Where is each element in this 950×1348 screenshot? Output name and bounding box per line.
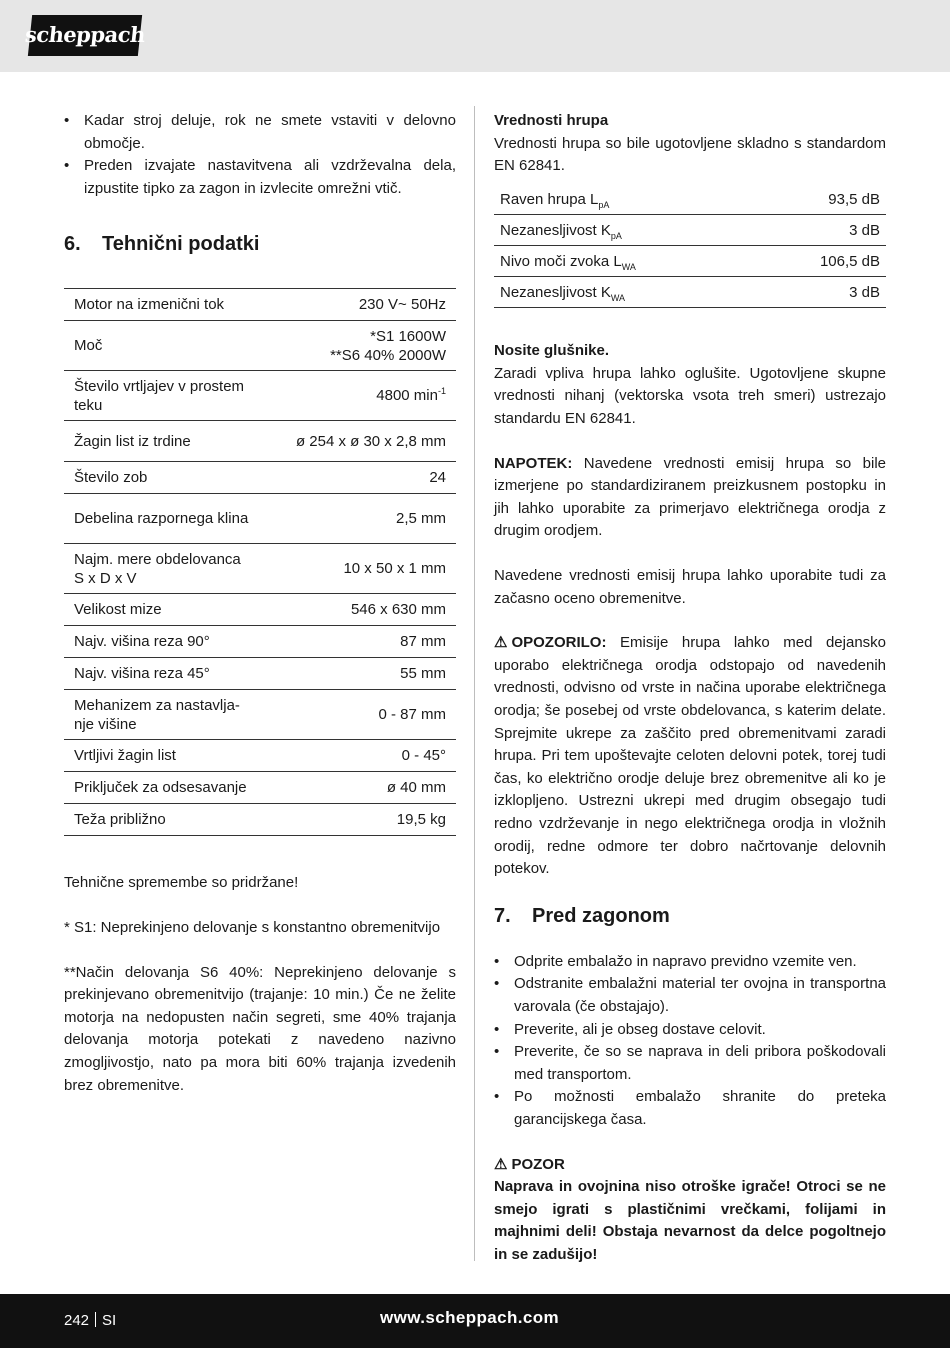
safety-bullets	[64, 110, 456, 200]
section-title: Pred zagonom	[532, 904, 670, 927]
noise-label-sub: pA	[598, 199, 610, 210]
noise-label-sub: WA	[621, 261, 636, 272]
noise-label	[494, 246, 758, 277]
noise-label	[494, 184, 758, 215]
table-row	[494, 277, 886, 308]
spec-value: 2,5 mm	[264, 494, 456, 544]
noise-intro: Vrednosti hrupa so bile ugotovljene skladno s standardom EN 62841.	[494, 134, 886, 175]
spec-label: Najv. višina reza 90°	[64, 626, 264, 658]
opozorilo-paragraph	[494, 632, 886, 881]
s1-note: * S1: Neprekinjeno delovanje s konstantno obremenitvijo	[64, 918, 441, 936]
noise-values-table	[494, 184, 886, 309]
section-6-heading	[64, 231, 456, 257]
noise-label-sub: WA	[610, 292, 626, 303]
spec-value: 24	[264, 462, 456, 494]
spec-label: Najm. mere obdelovanca S x D x V	[64, 544, 264, 594]
page-indicator	[64, 1310, 116, 1333]
noise-label	[494, 215, 758, 246]
spec-label: Velikost mize	[64, 594, 264, 626]
list-item: • Po možnosti embalažo shranite do preteka garancijskega časa.	[494, 1086, 886, 1131]
table-row	[494, 184, 886, 215]
table-row	[64, 772, 456, 804]
section-7-heading	[494, 903, 886, 929]
s6-note: **Način delovanja S6 40%: Neprekinjeno delovanje s prekinjevano obremenitvijo (trajanje: 10 min.) Če ne želite motorja na nedopusten način segreti, sme 40% trajanja delovanja motorja potekati z navedeno nazivno zmogljivostjo, nato pa mora biti 60% trajanja izvedenih brez obremenitve.	[64, 963, 456, 1094]
spec-label: Mehanizem za nastavlja-nje višine	[64, 690, 264, 740]
noise-value: 3 dB	[758, 215, 886, 246]
spec-value: 230 V~ 50Hz	[264, 289, 456, 321]
napotek-label: NAPOTEK:	[494, 454, 573, 472]
section-title: Tehnični podatki	[102, 233, 260, 256]
spec-label: Najv. višina reza 45°	[64, 658, 264, 690]
ear-protection-text: Zaradi vpliva hrupa lahko oglušite. Ugotovljene skupne vrednosti nihanj (vektorska vsota treh smeri) ustrezajo standardu EN 62841.	[494, 364, 886, 428]
noise-label-text: Raven hrupa L	[500, 190, 599, 208]
list-item: • Preverite, če so se naprava in deli pribora poškodovali med transportom.	[494, 1041, 886, 1086]
spec-value	[264, 371, 456, 421]
spec-value: ø 40 mm	[264, 772, 456, 804]
spec-value: 0 - 87 mm	[264, 690, 456, 740]
spec-value: 0 - 45°	[264, 740, 456, 772]
table-row	[64, 321, 456, 371]
noise-value: 3 dB	[758, 277, 886, 308]
right-column	[494, 110, 886, 1266]
spec-value	[264, 321, 456, 371]
noise-value: 106,5 dB	[758, 246, 886, 277]
warning-triangle-icon: ⚠	[494, 634, 508, 652]
table-row	[64, 626, 456, 658]
technical-changes-note: Tehnične spremembe so pridržane!	[64, 874, 299, 892]
table-row	[494, 215, 886, 246]
table-row	[64, 462, 456, 494]
language-code: SI	[102, 1312, 117, 1329]
before-start-bullets	[494, 951, 886, 1132]
page-number: 242	[64, 1312, 90, 1329]
table-row	[64, 494, 456, 544]
left-column	[64, 110, 456, 1097]
opozorilo-label: OPOZORILO:	[511, 634, 607, 652]
spec-value-line: *S1 1600W	[370, 327, 446, 345]
pozor-heading	[494, 1154, 886, 1177]
pozor-text: Naprava in ovojnina niso otroške igrače! Otroci se ne smejo igrati s plastičnimi vrečkami, folijami in majhnimi deli! Obstaja nevarnost da delce pogoltnejo in se zadušijo!	[494, 1178, 886, 1263]
noise-value: 93,5 dB	[758, 184, 886, 215]
pozor-label: POZOR	[511, 1155, 565, 1173]
noise-label	[494, 277, 758, 308]
column-divider	[474, 106, 475, 1261]
website-url[interactable]: www.scheppach.com	[380, 1308, 560, 1327]
page-separator	[95, 1312, 96, 1327]
table-row	[494, 246, 886, 277]
list-item: • Preden izvajate nastavitvena ali vzdrževalna dela, izpustite tipko za zagon in izvlecite omrežni vtič.	[64, 155, 456, 200]
warning-triangle-icon: ⚠	[494, 1155, 508, 1173]
table-row	[64, 289, 456, 321]
noise-label-sub: pA	[610, 230, 622, 241]
spec-label: Število vrtljajev v prostem teku	[64, 371, 264, 421]
spec-label: Motor na izmenični tok	[64, 289, 264, 321]
spec-value: 19,5 kg	[264, 804, 456, 836]
noise-title: Vrednosti hrupa	[494, 112, 609, 129]
list-item: • Preverite, ali je obseg dostave celovit.	[494, 1019, 886, 1042]
list-item: • Kadar stroj deluje, rok ne smete vstaviti v delovno območje.	[64, 110, 456, 155]
page-header	[0, 0, 950, 72]
spec-value-sup: -1	[437, 386, 446, 397]
opozorilo-text: Emisije hrupa lahko med dejansko uporabo električnega orodja odstopajo od navedenih vrednosti, odvisno od vrste in načina uporabe električnega orodja; še posebej od vrste obdelovanca, s katerim delate. Sprejmite ukrepe za zaščito pred obremenitvami zaradi hrupa. Pri tem upoštevajte celoten delovni potek, torej tudi čas, ko električno orodje deluje brez obremenitve ali ko je izklopljeno. Ustrezni ukrepi med drugim obsegajo tudi redno vzdrževanje in nego električnega orodja in vložnih orodij, redne odmore ter dobro načrtovanje delovnih potekov.	[494, 634, 886, 878]
section-number: 7.	[494, 904, 511, 927]
scheppach-logo: scheppach	[28, 15, 142, 56]
noise-label-text: Nezanesljivost K	[500, 221, 611, 239]
page-footer	[0, 1294, 950, 1348]
spec-value-text: 4800 min	[376, 387, 438, 405]
spec-value-line: **S6 40% 2000W	[330, 346, 446, 364]
spec-label: Teža približno	[64, 804, 264, 836]
technical-data-table	[64, 288, 456, 836]
spec-value: 10 x 50 x 1 mm	[264, 544, 456, 594]
spec-value: 87 mm	[264, 626, 456, 658]
ear-protection-title: Nosite glušnike.	[494, 342, 610, 360]
table-row	[64, 594, 456, 626]
napotek-text: Navedene vrednosti emisij hrupa so bile izmerjene po standardiziranem preizkusnem postopku in jih lahko uporabite za primerjavo električnega orodja z drugim orodjem.	[494, 454, 886, 540]
list-item: • Odstranite embalažni material ter ovojna in transportna varovala (če obstajajo).	[494, 973, 886, 1018]
estimate-paragraph: Navedene vrednosti emisij hrupa lahko uporabite tudi za začasno oceno obremenitve.	[494, 567, 886, 607]
spec-label: Priključek za odsesavanje	[64, 772, 264, 804]
section-number: 6.	[64, 233, 81, 256]
table-row	[64, 658, 456, 690]
spec-label: Debelina razpornega klina	[64, 494, 264, 544]
table-row	[64, 804, 456, 836]
spec-label: Vrtljivi žagin list	[64, 740, 264, 772]
spec-label: Žagin list iz trdine	[64, 421, 264, 462]
spec-value: ø 254 x ø 30 x 2,8 mm	[264, 421, 456, 462]
table-row	[64, 421, 456, 462]
table-row	[64, 544, 456, 594]
spec-label: Število zob	[64, 462, 264, 494]
list-item: • Odprite embalažo in napravo previdno vzemite ven.	[494, 951, 886, 974]
spec-label: Moč	[64, 321, 264, 371]
spec-value: 546 x 630 mm	[264, 594, 456, 626]
noise-label-text: Nezanesljivost K	[500, 283, 611, 301]
table-row	[64, 740, 456, 772]
table-row	[64, 371, 456, 421]
napotek-paragraph	[494, 453, 886, 543]
noise-label-text: Nivo moči zvoka L	[500, 252, 622, 270]
spec-value: 55 mm	[264, 658, 456, 690]
table-row	[64, 690, 456, 740]
